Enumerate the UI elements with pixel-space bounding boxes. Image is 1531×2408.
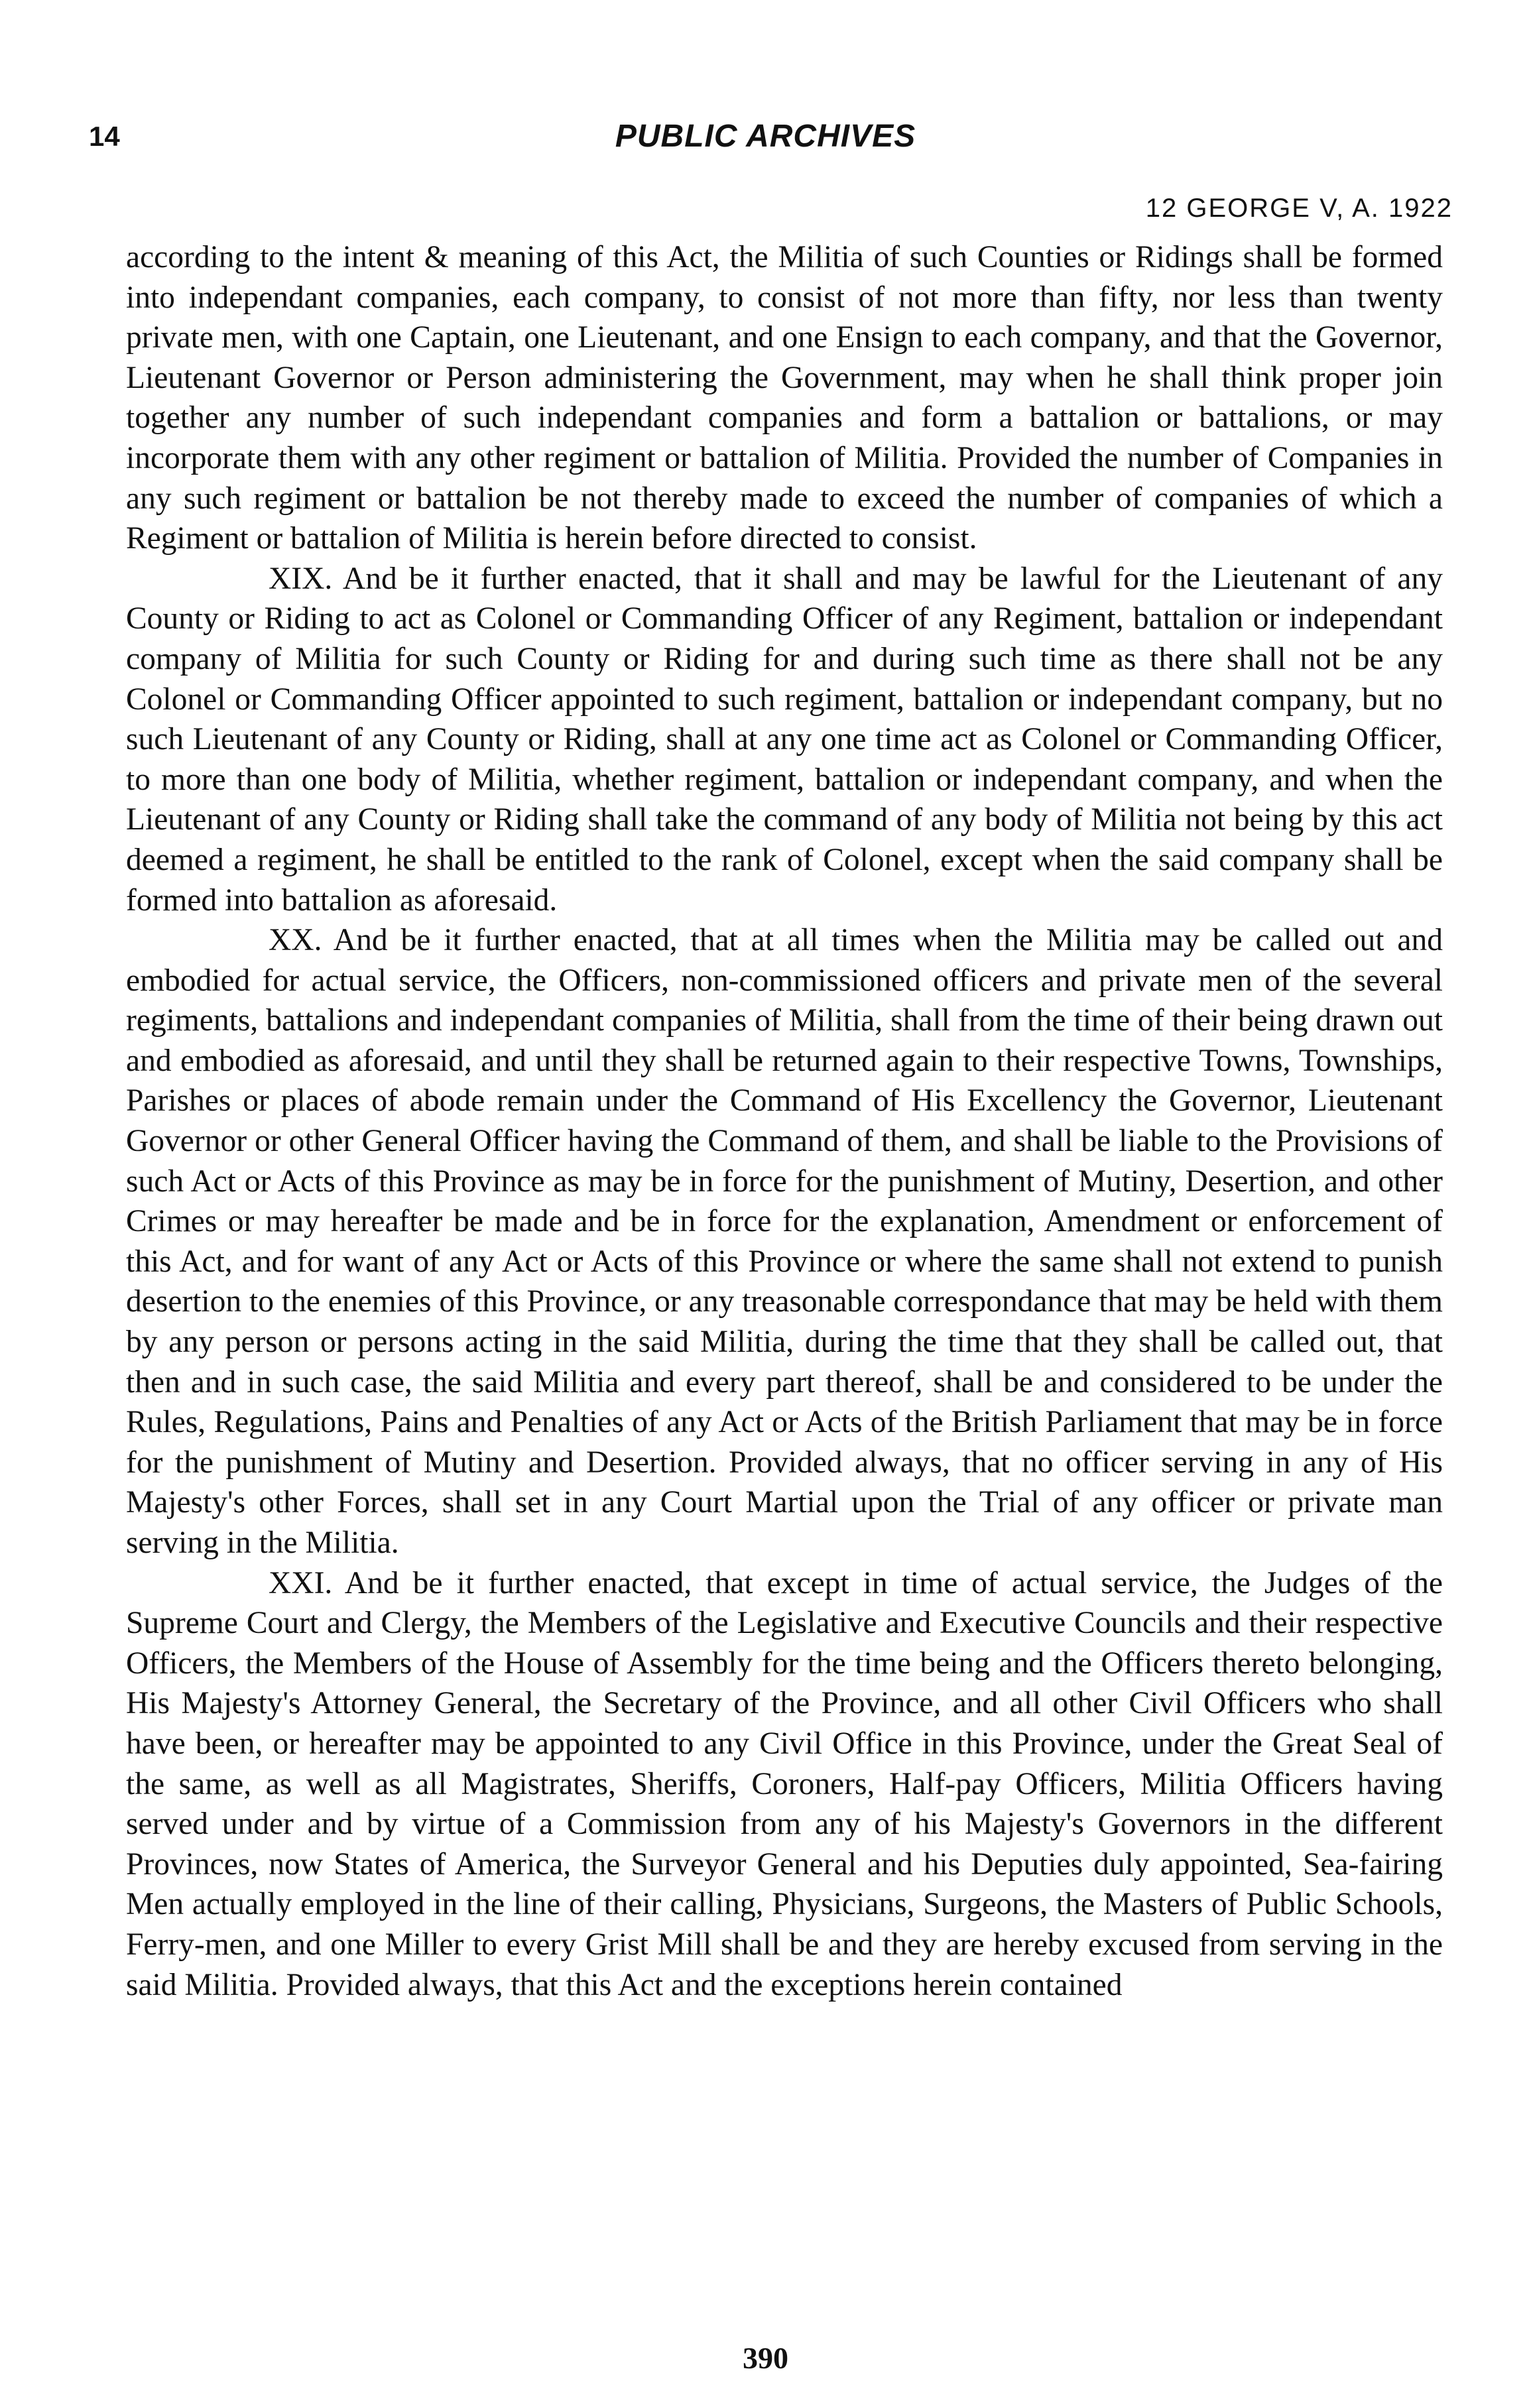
- section-xx: [126, 920, 1443, 1563]
- section-xxi: [126, 1563, 1443, 2006]
- reign-date: 12 GEORGE V, A. 1922: [1145, 194, 1453, 223]
- page-number: 14: [89, 121, 120, 152]
- section-number: XX.: [269, 923, 322, 958]
- body-text: [126, 237, 1443, 2005]
- section-number: XIX.: [269, 561, 333, 596]
- running-title: PUBLIC ARCHIVES: [615, 119, 916, 154]
- section-text: And be it further enacted, that at all times when the Militia may be called out and embodied for actual service, the Officers, non-commissioned officers and private men of the several regiments, battalions and independant companies of Militia, shall from the time of their being drawn out and embodied as aforesaid, and until they shall be returned again to their respective Towns, Townships, Parishes or places of abode remain under the Command of His Excellency the Governor, Lieutenant Governor or other General Officer having the Command of them, and shall be liable to the Provisions of such Act or Acts of this Province as may be in force for the punishment of Mutiny, Desertion, and other Crimes or may hereafter be made and be in force for the explanation, Amendment or enforcement of this Act, and for want of any Act or Acts of this Province or where the same shall not extend to punish desertion to the enemies of this Province, or any treasonable correspondance that may be held with them by any person or persons acting in the said Militia, during the time that they shall be called out, that then and in such case, the said Militia and every part thereof, shall be and considered to be under the Rules, Regulations, Pains and Penalties of any Act or Acts of the British Parliament that may be in force for the punishment of Mutiny and Desertion. Provided always, that no officer serving in any of His Majesty's other Forces, shall set in any Court Martial upon the Trial of any officer or private man serving in the Militia.: [126, 923, 1443, 1560]
- section-number: XXI.: [269, 1565, 333, 1600]
- folio-number: 390: [743, 2341, 788, 2375]
- section-text: And be it further enacted, that it shall and may be lawful for the Lieutenant of any County or Riding to act as Colonel or Commanding Officer of any Regiment, battalion or independant company of Militia for such County or Riding for and during such time as there shall not be any Colonel or Commanding Officer appointed to such regiment, battalion or independant company, but no such Lieutenant of any County or Riding, shall at any one time act as Colonel or Commanding Officer, to more than one body of Militia, whether regiment, battalion or independant company, and when the Lieutenant of any County or Riding shall take the command of any body of Militia not being by this act deemed a regiment, he shall be entitled to the rank of Colonel, except when the said company shall be formed into battalion as aforesaid.: [126, 561, 1443, 918]
- section-xix: [126, 559, 1443, 920]
- paragraph-continued: according to the intent & meaning of this Act, the Militia of such Counties or Ridings shall be formed into independant companies, each company, to consist of not more than fifty, nor less than twenty private men, with one Captain, one Lieutenant, and one Ensign to each company, and that the Governor, Lieutenant Governor or Person administering the Government, may when he shall think proper join together any number of such independant companies and form a battalion or battalions, or may incorporate them with any other regiment or battalion of Militia. Provided the number of Companies in any such regiment or battalion be not thereby made to exceed the number of companies of which a Regiment or battalion of Militia is herein before directed to consist.: [126, 240, 1443, 556]
- section-text: And be it further enacted, that except in time of actual service, the Judges of the Supreme Court and Clergy, the Members of the Legislative and Executive Councils and their respective Officers, the Members of the House of Assembly for the time being and the Officers thereto belonging, His Majesty's Attorney General, the Secretary of the Province, and all other Civil Officers who shall have been, or hereafter may be appointed to any Civil Office in this Province, under the Great Seal of the same, as well as all Magistrates, Sheriffs, Coroners, Half-pay Officers, Militia Officers having served under and by virtue of a Commission from any of his Majesty's Governors in the different Provinces, now States of America, the Surveyor General and his Deputies duly appointed, Sea-fairing Men actually employed in the line of their calling, Physicians, Surgeons, the Masters of Public Schools, Ferry-men, and one Miller to every Grist Mill shall be and they are hereby excused from serving in the said Militia. Provided always, that this Act and the exceptions herein contained: [126, 1565, 1443, 2002]
